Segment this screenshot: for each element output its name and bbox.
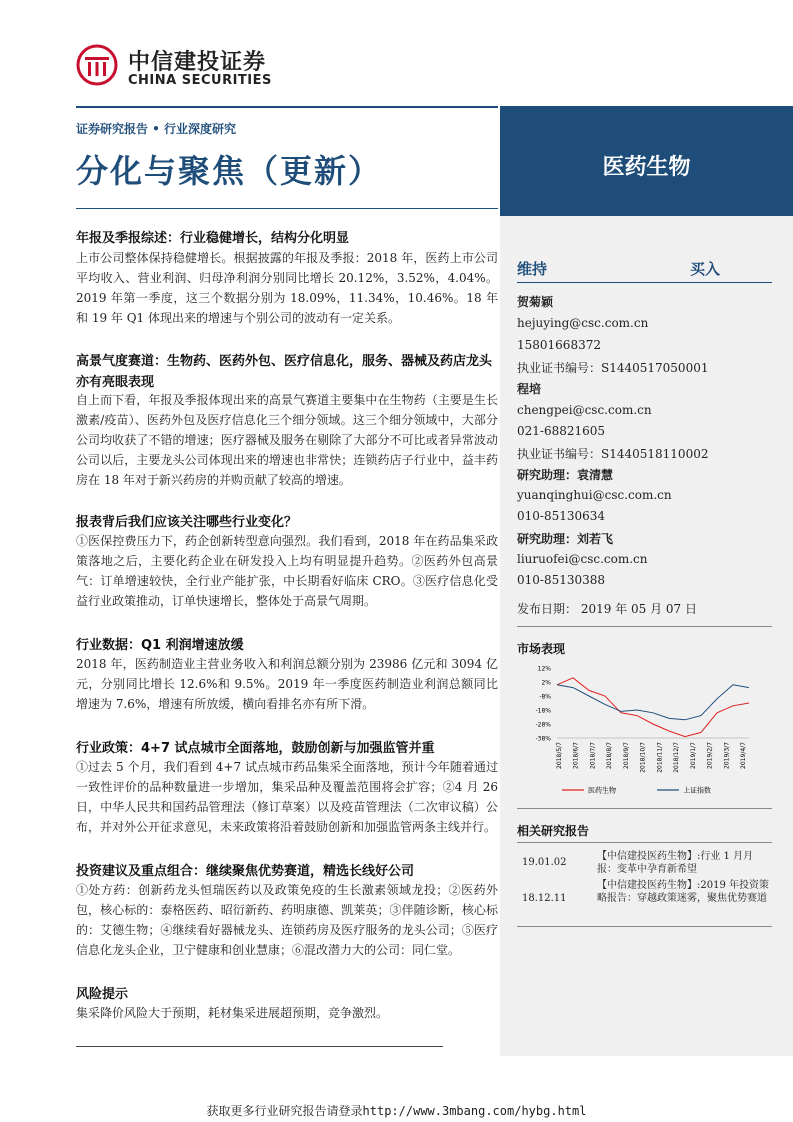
- x-tick-label: 2018/7/7: [589, 742, 597, 769]
- analyst-cert: 执业证书编号：S1440517050001: [517, 361, 709, 375]
- section-heading: 年报及季报综述：行业稳健增长，结构分化明显: [76, 231, 350, 246]
- section-body: 2018 年，医药制造业主营业务收入和利润总额分别为 23986 亿元和 3094 亿元，分别同比增长 12.6%和 9.5%。2019 年一季度医药制造业利润总额同比增速为 7.6%，增速有所放缓，横向看排名亦有所下滑。: [76, 657, 498, 711]
- report-type: 证券研究报告 • 行业深度研究: [76, 122, 237, 136]
- section-body: ①处方药：创新药龙头恒瑞医药以及政策免疫的生长激素领域龙投；②医药外包，核心标的：泰格医药、昭衍新药、药明康德、凯莱英；③伴随诊断，核心标的：艾德生物；④继续看好器械龙头、连锁药房及医疗服务的龙头公司；⑤医疗信息化龙头企业，卫宁健康和创业慧康；⑥混改潜力大的公司：同仁堂。: [76, 883, 498, 957]
- related-title: 相关研究报告: [517, 824, 590, 838]
- logo-icon: [76, 44, 118, 86]
- analyst-name: 贺菊颖: [517, 295, 554, 309]
- bottom-divider: [76, 1046, 443, 1047]
- assistant-name: 研究助理：袁清慧: [517, 468, 614, 482]
- analyst-cert: 执业证书编号：S1440518110002: [517, 447, 709, 461]
- related-divider: [517, 842, 772, 843]
- legend-label: 医药生物: [588, 786, 616, 795]
- assistant-phone: 010-85130634: [517, 509, 606, 523]
- footer-link[interactable]: 获取更多行业研究报告请登录http://www.3mbang.com/hybg.html: [206, 1104, 587, 1118]
- x-tick-label: 2018/11/7: [656, 742, 664, 773]
- related-date: 19.01.02: [522, 857, 567, 868]
- analyst-phone: 15801668372: [517, 338, 601, 352]
- x-tick-label: 2018/5/7: [556, 742, 563, 769]
- assistant-email[interactable]: yuanqinghui@csc.com.cn: [517, 488, 672, 502]
- section-body: 集采降价风险大于预期，耗材集采进展超预期，竞争激烈。: [76, 1006, 389, 1020]
- publish-date: 发布日期： 2019 年 05 月 07 日: [517, 602, 697, 616]
- x-tick-label: 2018/8/7: [606, 742, 614, 769]
- chart-divider: [517, 808, 772, 809]
- section-body: ①医保控费压力下，药企创新转型意向强烈。我们看到，2018 年在药品集采政策落地之后，主要化药企业在研发投入上均有明显提升趋势。②医药外包高景气：订单增速较快，全行业产能扩张，中长期看好临床 CRO。③医疗信息化受益行业政策推动，订单快速增长，整体处于高景气周期。: [76, 534, 498, 608]
- y-tick-label: 12%: [537, 665, 551, 673]
- analyst-email[interactable]: chengpei@csc.com.cn: [517, 403, 652, 417]
- rating-previous: 维持: [517, 260, 548, 278]
- section-heading: 投资建议及重点组合：继续聚焦优势赛道，精选长线好公司: [76, 864, 415, 879]
- series-line: [557, 678, 749, 737]
- series-line: [557, 685, 749, 720]
- analyst-name: 程培: [517, 382, 542, 396]
- rating-divider: [517, 282, 772, 283]
- related-report-link[interactable]: 【中信建投医药生物】:2019 年投资策略报告：穿越政策迷雾，聚焦优势赛道: [597, 880, 769, 904]
- x-tick-label: 2019/4/7: [740, 742, 747, 769]
- assistant-email[interactable]: liuruofei@csc.com.cn: [517, 552, 648, 566]
- x-tick-label: 2018/10/7: [639, 742, 647, 773]
- y-tick-label: 2%: [541, 679, 551, 687]
- related-divider: [517, 926, 772, 927]
- section-heading: 风险提示: [76, 987, 129, 1002]
- market-chart: [517, 658, 772, 800]
- market-title: 市场表现: [517, 642, 566, 656]
- sector-label: 医药生物: [602, 155, 691, 180]
- header-divider: [76, 106, 498, 108]
- page-title: 分化与聚焦（更新）: [76, 152, 383, 190]
- y-tick-label: -28%: [535, 721, 551, 729]
- section-heading: 行业政策：4+7 试点城市全面落地，鼓励创新与加强监管并重: [76, 741, 435, 756]
- title-divider: [76, 208, 498, 209]
- x-tick-label: 2019/1/7: [689, 742, 697, 769]
- section-heading: 行业数据：Q1 利润增速放缓: [76, 638, 244, 653]
- section-body: ①过去 5 个月，我们看到 4+7 试点城市药品集采全面落地，预计今年随着通过一致性评价的品种数量进一步增加，集采品种及覆盖范围将会扩容；②4 月 26 日，中华人民共和国药品管理法（修订草案）以及疫苗管理法（二次审议稿）公布，并对外公开征求意见，未来政策将沿着鼓励创新和加强监管两条主线并行。: [76, 760, 498, 834]
- x-tick-label: 2018/9/7: [622, 742, 630, 769]
- y-tick-label: -18%: [535, 707, 551, 715]
- section-body: 自上而下看，年报及季报体现出来的高景气赛道主要集中在生物药（主要是生长激素/疫苗）、医药外包及医疗信息化三个细分领域。这三个细分领域中，大部分公司均收获了不错的增速；医疗器械及服务在剔除了大部分不可比或者异常波动公司以后，主要龙头公司体现出来的增速也非常快；连锁药店子行业中，益丰药房在 18 年对于新兴药房的并购贡献了较高的增速。: [76, 393, 498, 487]
- x-tick-label: 2018/12/7: [673, 742, 681, 773]
- analyst-phone: 021-68821605: [517, 424, 606, 438]
- section-heading: 报表背后我们应该关注哪些行业变化？: [76, 515, 298, 530]
- section-body: 上市公司整体保持稳健增长。根据披露的年报及季报：2018 年，医药上市公司平均收入、营业利润、归母净利润分别同比增长 20.12%，3.52%，4.04%。2019 年第一季度，这三个数据分别为 18.09%，11.34%，10.46%。18 年和 19 年 Q1 体现出来的增速与个别公司的波动有一定关系。: [76, 251, 498, 325]
- legend-label: 上证指数: [683, 786, 711, 795]
- brand-name-en: CHINA SECURITIES: [128, 73, 272, 88]
- related-date: 18.12.11: [522, 893, 567, 904]
- analyst-email[interactable]: hejuying@csc.com.cn: [517, 316, 649, 330]
- assistant-name: 研究助理：刘若飞: [517, 532, 614, 546]
- rating-current: 买入: [690, 260, 721, 278]
- y-tick-label: -38%: [535, 735, 551, 743]
- related-report-link[interactable]: 【中信建投医药生物】:行业 1 月月报：变革中孕育新希望: [597, 851, 754, 875]
- x-tick-label: 2018/6/7: [572, 742, 580, 769]
- brand-name-cn: 中信建投证券: [128, 50, 267, 75]
- y-tick-label: -8%: [539, 693, 551, 701]
- assistant-phone: 010-85130388: [517, 573, 606, 587]
- date-divider: [517, 626, 772, 627]
- x-tick-label: 2019/3/7: [723, 742, 731, 769]
- section-heading: 高景气度赛道：生物药、医药外包、医疗信息化，服务、器械及药店龙头亦有亮眼表现: [76, 354, 493, 390]
- x-tick-label: 2019/2/7: [706, 742, 714, 769]
